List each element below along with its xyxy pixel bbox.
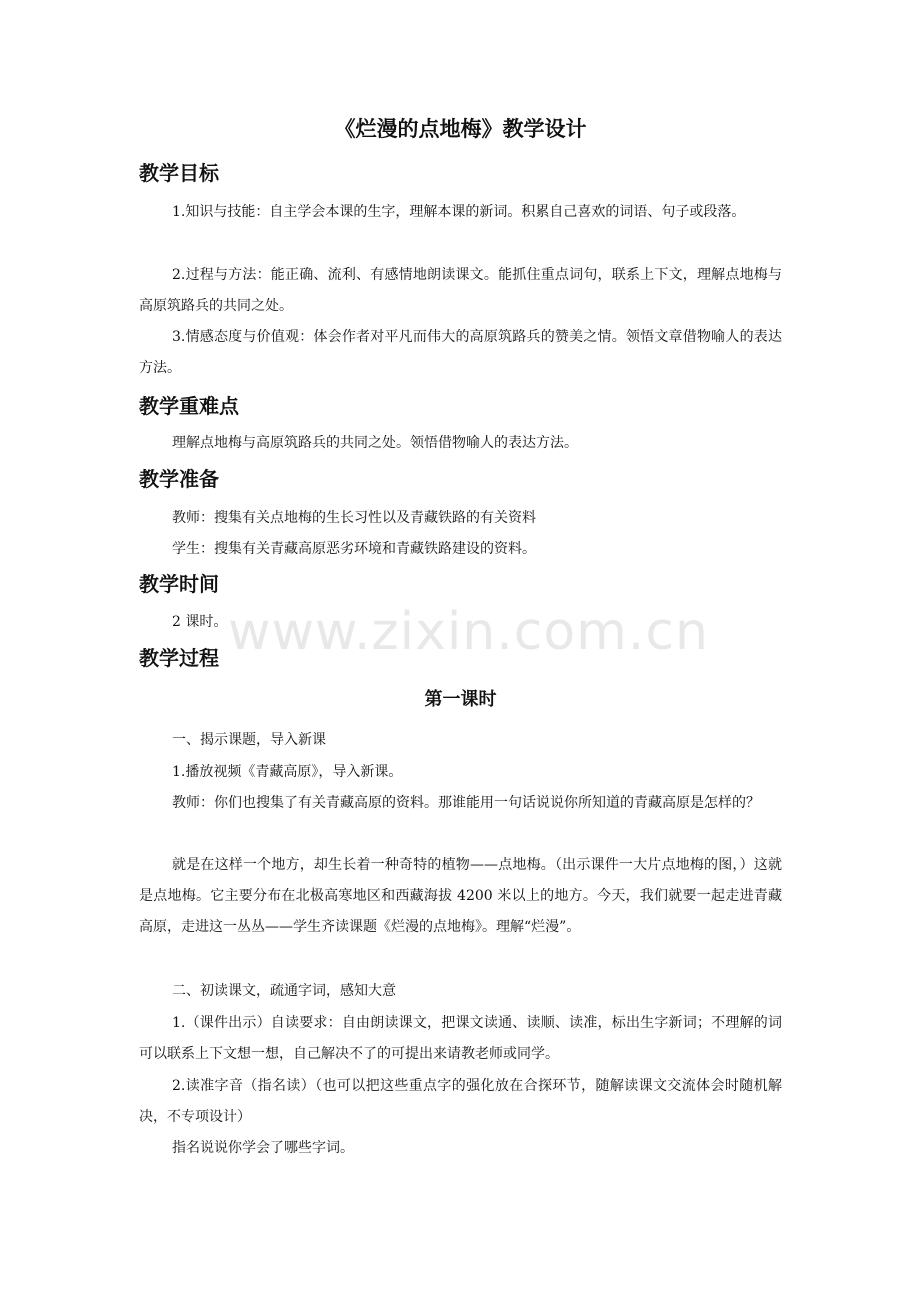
preparation-heading: 教学准备 bbox=[139, 467, 219, 491]
objective-item-2: 2.过程与方法：能正确、流利、有感情地朗读课文。能抓住重点词句，联系上下文，理解点地梅与高原筑路兵的共同之处。 bbox=[139, 267, 782, 314]
time-heading: 教学时间 bbox=[139, 572, 219, 596]
preparation-teacher: 教师：搜集有关点地梅的生长习性以及青藏铁路的有关资料 bbox=[172, 510, 536, 526]
watermark: www.zixin.com.cn bbox=[228, 602, 709, 662]
preparation-student: 学生：搜集有关青藏高原恶劣环境和青藏铁路建设的资料。 bbox=[172, 541, 536, 557]
process-paragraph: 教师：你们也搜集了有关青藏高原的资料。那谁能用一句话说说你所知道的青藏高原是怎样的？ bbox=[172, 795, 760, 811]
objective-item-1: 1.知识与技能：自主学会本课的生字，理解本课的新词。积累自己喜欢的词语、句子或段落。 bbox=[172, 204, 746, 220]
objectives-heading: 教学目标 bbox=[139, 161, 219, 185]
process-heading: 教学过程 bbox=[139, 646, 219, 670]
lesson-title: 第一课时 bbox=[424, 689, 497, 710]
process-paragraph: 指名说说你学会了哪些字词。 bbox=[172, 1140, 354, 1156]
document-title: 《烂漫的点地梅》教学设计 bbox=[334, 116, 587, 141]
key-points-text: 理解点地梅与高原筑路兵的共同之处。领悟借物喻人的表达方法。 bbox=[172, 435, 578, 451]
process-paragraph: 就是在这样一个地方，却生长着一种奇特的植物——点地梅。（出示课件一大片点地梅的图，）这就是点地梅。它主要分布在北极高寒地区和西藏海拔 4200 米以上的地方。今天，我们就要一起走进青藏高原，走进这一丛丛——学生齐读课题《烂漫的点地梅》。理解“烂漫”。 bbox=[139, 857, 782, 935]
objective-item-3: 3.情感态度与价值观：体会作者对平凡而伟大的高原筑路兵的赞美之情。领悟文章借物喻人的表达方法。 bbox=[139, 329, 782, 376]
process-paragraph: 2.读准字音（指名读）（也可以把这些重点字的强化放在合探环节，随解读课文交流体会时随机解决，不专项设计） bbox=[139, 1078, 782, 1125]
process-paragraph: 1.播放视频《青藏高原》，导入新课。 bbox=[172, 764, 403, 780]
process-paragraph: 一、揭示课题，导入新课 bbox=[172, 732, 326, 748]
process-paragraph: 1.（课件出示）自读要求：自由朗读课文，把课文读通、读顺、读准，标出生字新词；不理解的词可以联系上下文想一想，自己解决不了的可提出来请教老师或同学。 bbox=[139, 1015, 782, 1062]
key-points-heading: 教学重难点 bbox=[139, 394, 239, 418]
time-text: 2 课时。 bbox=[172, 614, 228, 630]
process-paragraph: 二、初读课文，疏通字词，感知大意 bbox=[172, 983, 396, 999]
